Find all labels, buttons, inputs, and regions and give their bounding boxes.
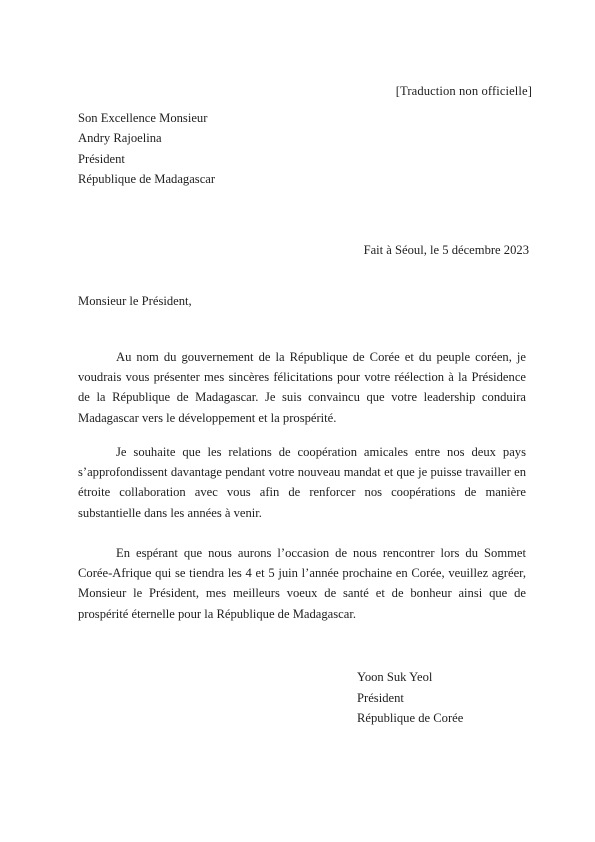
recipient-country: République de Madagascar: [78, 172, 216, 187]
signatory-name: Yoon Suk Yeol: [357, 670, 433, 684]
date-line: Fait à Séoul, le 5 décembre 2023: [363, 243, 529, 257]
signature-block: [357, 667, 463, 729]
salutation: Monsieur le Président,: [78, 294, 192, 308]
recipient-title: Président: [78, 151, 125, 166]
body-paragraph-summit: En espérant que nous aurons l’occasion de nous rencontrer lors du Sommet Corée-Afrique qui se tiendra les 4 et 5 juin l’année prochaine en Corée, veuillez agréer, Monsieur le Président, mes meilleurs voeux de santé et de bonheur ainsi que de prospérité éternelle pour la République de Madagascar.: [78, 546, 526, 621]
signatory-title: Président: [357, 690, 404, 705]
translation-note: [Traduction non officielle]: [395, 84, 532, 98]
recipient-honorific: Son Excellence Monsieur: [78, 111, 208, 125]
body-paragraph-cooperation: Je souhaite que les relations de coopération amicales entre nos deux pays s’approfondissent davantage pendant votre nouveau mandat et que je puisse travailler en étroite collaboration avec vous afin de renforcer nos coopérations de manière substantielle dans les années à venir.: [78, 445, 526, 520]
signatory-country: République de Corée: [357, 711, 464, 726]
recipient-block: [78, 108, 215, 190]
recipient-name: Andry Rajoelina: [78, 131, 162, 146]
body-paragraph-congratulations: Au nom du gouvernement de la République de Corée et du peuple coréen, je voudrais vous présenter mes sincères félicitations pour votre réélection à la Présidence de la République de Madagascar. Je suis convaincu que votre leadership conduira Madagascar vers le développement et la prospérité.: [78, 350, 526, 425]
